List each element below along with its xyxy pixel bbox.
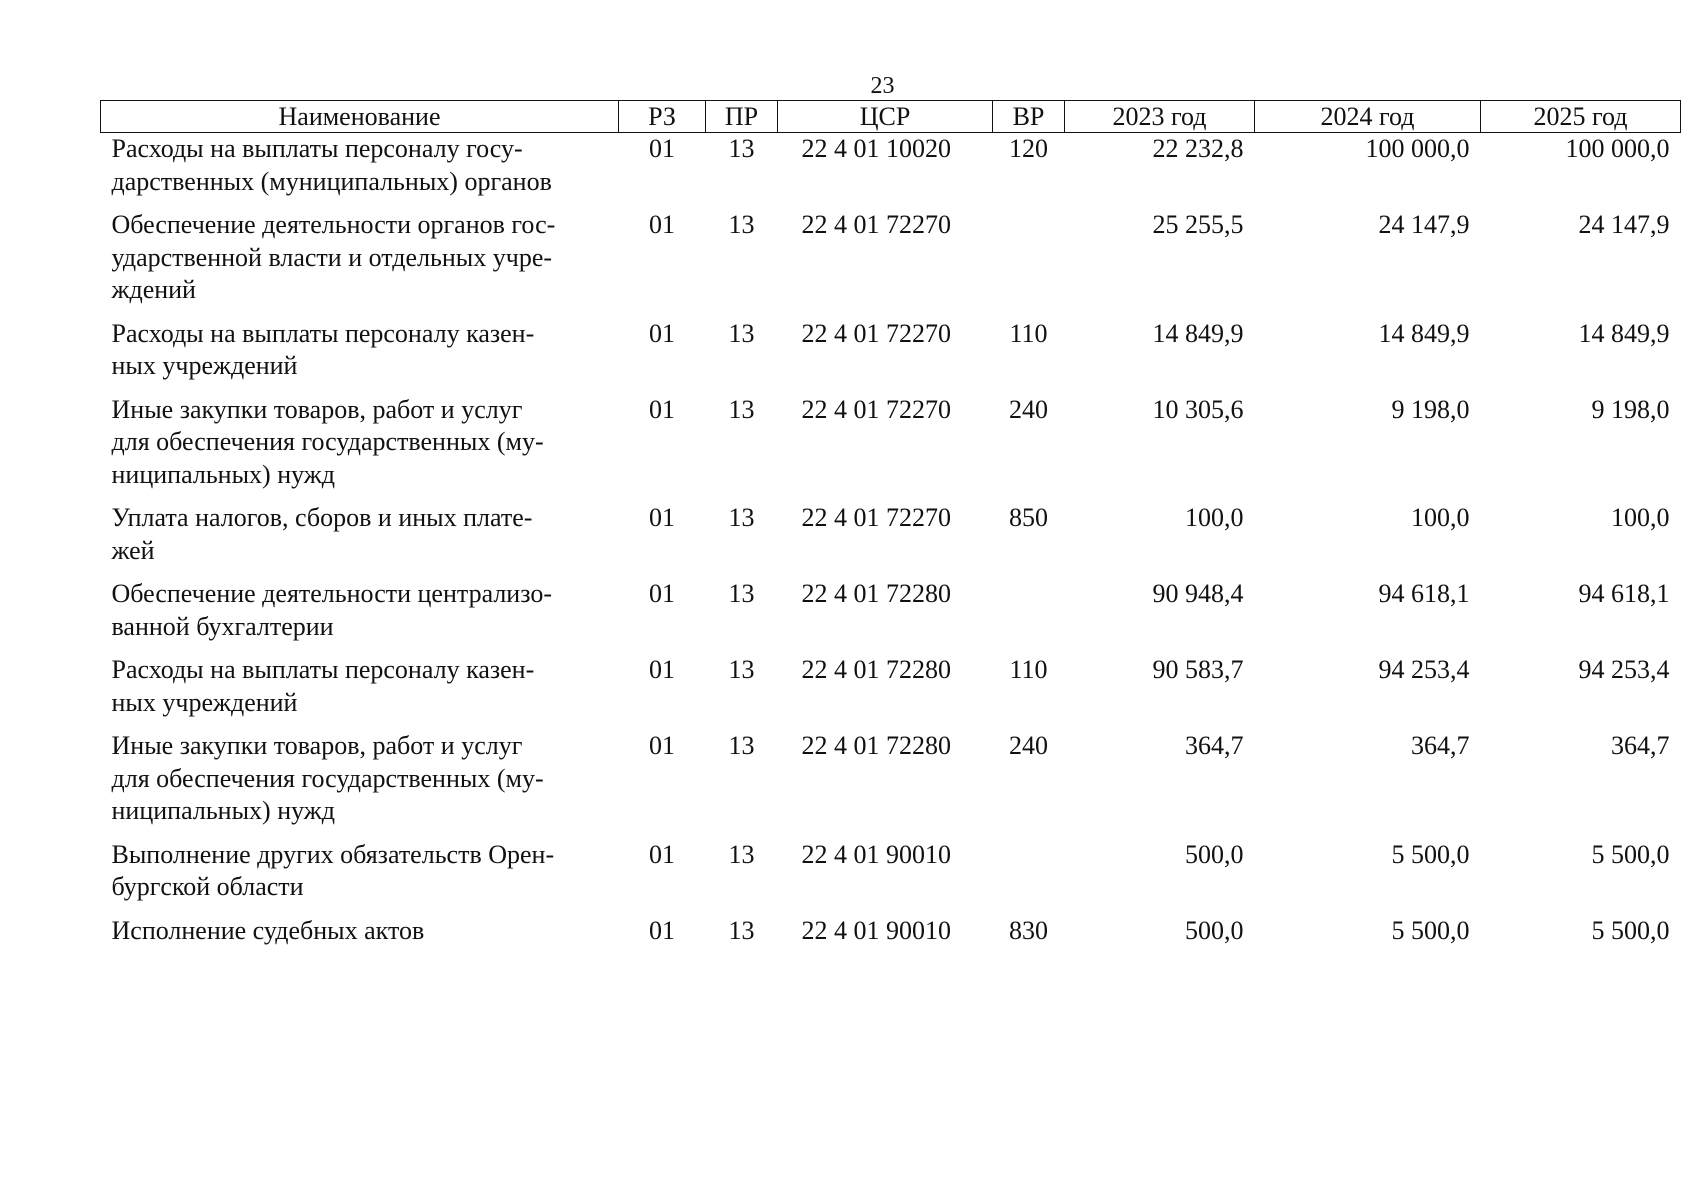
name-line: Выполнение других обязательств Орен- [111,839,555,869]
name-line: ударственной власти и отдельных учре- [111,242,553,272]
table-row [101,318,1681,394]
table-row [101,915,1681,959]
name-line: Обеспечение деятельности органов гос- [111,210,556,239]
name-line: дарственных (муниципальных) органов [111,166,552,196]
name-line: Обеспечение деятельности централизо- [111,579,553,608]
table-body [101,133,1681,959]
cell-pr: 13 [728,655,755,684]
cell-2024: 24 147,9 [1378,210,1470,239]
cell-csr: 22 4 01 90010 [801,915,951,945]
cell-vr: 110 [1009,318,1048,348]
table-row [101,654,1681,730]
table-row [101,133,1681,210]
name-line: Исполнение судебных актов [111,915,425,945]
name-line: для обеспечения государственных (му- [111,427,544,456]
cell-2025: 24 147,9 [1578,210,1670,239]
name-line: бургской области [111,872,304,901]
cell-rz: 01 [649,394,675,424]
header-vr: ВР [993,101,1065,133]
name-line: ванной бухгалтерии [111,611,334,641]
name-line: жей [111,535,155,565]
header-name: Наименование [101,101,619,133]
cell-2023: 500,0 [1185,839,1244,869]
cell-name [101,318,619,394]
cell-2023: 25 255,5 [1152,210,1244,239]
name-line: Расходы на выплаты персоналу казен- [111,318,535,348]
header-2025: 2025 год [1481,101,1681,133]
name-line: Расходы на выплаты персоналу казен- [111,655,535,684]
cell-2024: 5 500,0 [1391,915,1470,945]
cell-pr: 13 [728,210,755,239]
cell-csr: 22 4 01 72270 [801,210,951,239]
cell-pr: 13 [728,579,755,608]
name-line: Расходы на выплаты персоналу госу- [111,134,523,163]
header-csr: ЦСР [778,101,993,133]
cell-2024: 14 849,9 [1378,318,1470,348]
cell-name [101,730,619,839]
cell-2024: 100 000,0 [1365,134,1470,163]
cell-2025: 100,0 [1611,503,1670,532]
cell-2024: 94 253,4 [1378,655,1470,684]
budget-table [100,100,1681,958]
cell-vr: 240 [1009,731,1048,760]
cell-name [101,133,619,210]
table-row [101,578,1681,654]
cell-rz: 01 [649,134,675,163]
cell-vr [993,578,1065,654]
cell-csr: 22 4 01 72280 [801,731,951,760]
cell-rz: 01 [649,839,675,869]
cell-name [101,209,619,318]
cell-2023: 364,7 [1185,731,1244,760]
cell-2023: 500,0 [1185,915,1244,945]
cell-2025: 364,7 [1611,731,1670,760]
cell-vr: 120 [1009,134,1048,163]
name-line: ных учреждений [111,687,298,717]
cell-vr: 850 [1009,503,1048,532]
cell-2024: 9 198,0 [1391,394,1470,424]
cell-rz: 01 [649,731,675,760]
header-pr: ПР [706,101,778,133]
cell-name [101,839,619,915]
table-row [101,502,1681,578]
cell-csr: 22 4 01 72280 [801,579,951,608]
cell-2024: 94 618,1 [1378,579,1470,608]
table-row [101,209,1681,318]
header-2024: 2024 год [1255,101,1481,133]
cell-csr: 22 4 01 72270 [801,318,951,348]
cell-pr: 13 [728,915,755,945]
name-line: ждений [111,275,196,304]
name-line: ных учреждений [111,351,298,380]
cell-2025: 5 500,0 [1591,839,1670,869]
name-line: ниципальных) нужд [111,459,335,489]
header-row [101,101,1681,133]
table-header [101,101,1681,133]
cell-name [101,394,619,503]
table-row [101,394,1681,503]
cell-2025: 94 618,1 [1578,579,1670,608]
cell-2024: 364,7 [1411,731,1470,760]
cell-2025: 94 253,4 [1578,655,1670,684]
cell-2023: 90 948,4 [1152,579,1244,608]
cell-pr: 13 [728,839,755,869]
cell-pr: 13 [728,503,755,532]
cell-name [101,578,619,654]
cell-rz: 01 [649,318,675,348]
cell-2024: 100,0 [1411,503,1470,532]
cell-vr [993,209,1065,318]
cell-rz: 01 [649,503,675,532]
cell-csr: 22 4 01 10020 [801,134,951,163]
cell-vr: 830 [1009,915,1048,945]
cell-rz: 01 [649,915,675,945]
cell-2023: 100,0 [1185,503,1244,532]
cell-2025: 100 000,0 [1565,134,1670,163]
table-row [101,730,1681,839]
cell-name [101,915,619,959]
cell-csr: 22 4 01 72280 [801,655,951,684]
cell-rz: 01 [649,579,675,608]
cell-pr: 13 [728,134,755,163]
header-rz: РЗ [619,101,706,133]
cell-pr: 13 [728,731,755,760]
name-line: Уплата налогов, сборов и иных плате- [111,503,533,532]
cell-name [101,502,619,578]
name-line: для обеспечения государственных (му- [111,763,544,793]
cell-pr: 13 [728,394,755,424]
name-line: Иные закупки товаров, работ и услуг [111,731,523,760]
cell-2025: 5 500,0 [1591,915,1670,945]
cell-2023: 10 305,6 [1152,394,1244,424]
page-number: 23 [870,73,895,99]
cell-csr: 22 4 01 90010 [801,839,951,869]
cell-2023: 14 849,9 [1152,318,1244,348]
name-line: ниципальных) нужд [111,796,335,825]
cell-rz: 01 [649,655,675,684]
cell-2024: 5 500,0 [1391,839,1470,869]
table-row [101,839,1681,915]
cell-csr: 22 4 01 72270 [801,503,951,532]
cell-vr [993,839,1065,915]
cell-vr: 110 [1009,655,1048,684]
cell-csr: 22 4 01 72270 [801,394,951,424]
cell-2025: 9 198,0 [1591,394,1670,424]
cell-2023: 90 583,7 [1152,655,1244,684]
cell-2025: 14 849,9 [1578,318,1670,348]
cell-2023: 22 232,8 [1152,134,1244,163]
header-2023: 2023 год [1065,101,1255,133]
name-line: Иные закупки товаров, работ и услуг [111,394,523,424]
cell-name [101,654,619,730]
cell-rz: 01 [649,210,675,239]
cell-pr: 13 [728,318,755,348]
cell-vr: 240 [1009,394,1048,424]
